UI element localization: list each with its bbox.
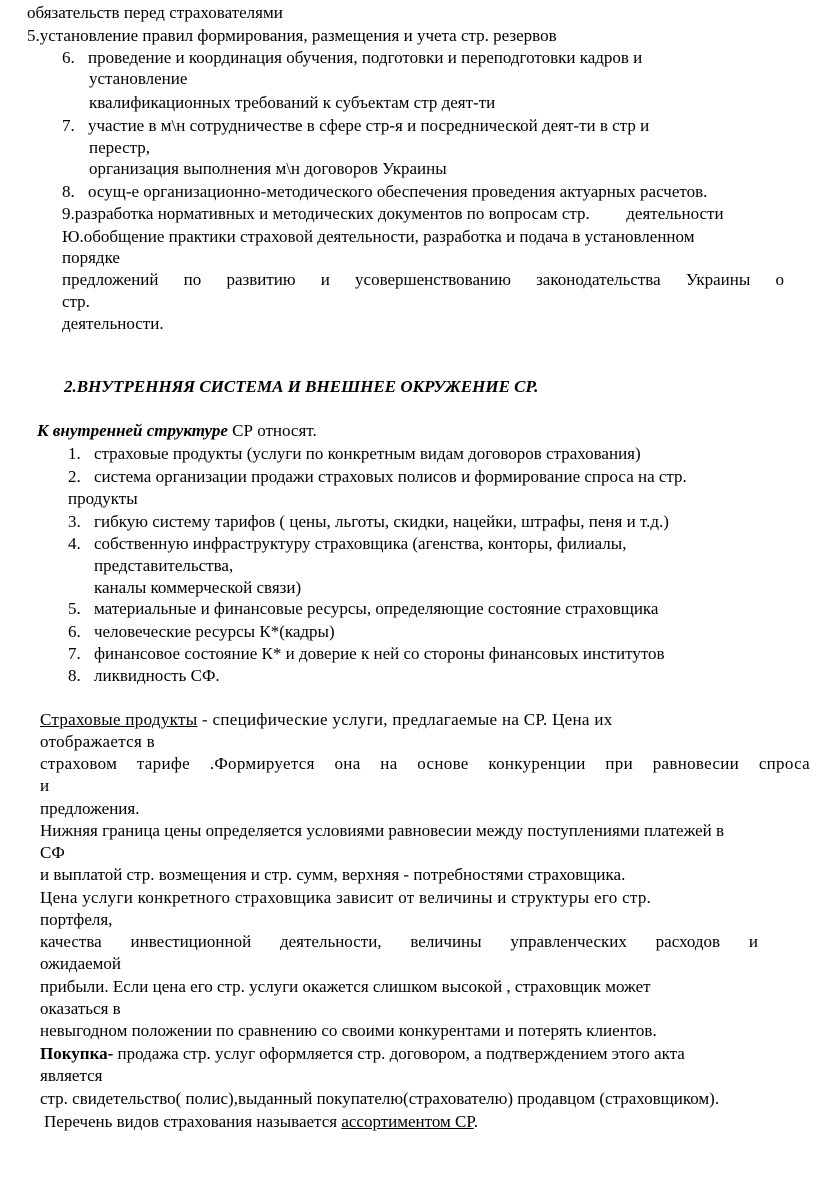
list-item: [68, 511, 669, 533]
list-item-cont: представительства,: [94, 556, 234, 575]
intro-item-6-cont: установление: [89, 69, 188, 88]
list-item: [68, 665, 220, 687]
item-number: 8.: [62, 182, 75, 201]
para-2-line-1: Нижняя граница цены определяется условиями равновесии между поступлениями платежей в: [40, 821, 725, 840]
para-1-line-5: предложения.: [40, 799, 140, 818]
section-heading: 2.ВНУТРЕННЯЯ СИСТЕМА И ВНЕШНЕЕ ОКРУЖЕНИЕ СР.: [64, 377, 539, 396]
word: качества: [40, 932, 102, 951]
item-number: 7.: [62, 116, 75, 135]
item-number: 8.: [68, 666, 81, 685]
intro-item-6-cont2: квалификационных требований к субъектам стр деят-ти: [89, 93, 496, 112]
item-number: 1.: [68, 444, 81, 463]
para-3-line-6: оказаться в: [40, 999, 121, 1018]
item-number: 4.: [68, 534, 81, 553]
para-end: .: [473, 1112, 478, 1131]
list-item-cont: продукты: [68, 489, 138, 508]
term-underlined: Страховые продукты: [40, 710, 198, 729]
item-number: 5.: [68, 599, 81, 618]
intro-line-1: обязательств перед страхователями: [27, 3, 283, 22]
para-1-line-1: [40, 709, 613, 731]
word: она: [334, 754, 361, 773]
para-4-line-1: [40, 1043, 685, 1065]
item-text: ликвидность СФ.: [94, 666, 220, 685]
item-number: 2.: [68, 467, 81, 486]
intro-item-7-cont: перестр,: [89, 138, 151, 157]
para-3-line-1: Цена услуги конкретного страховщика зависит от величины и структуры его стр.: [40, 888, 652, 907]
lead-rest: СР относят.: [227, 421, 317, 440]
word: законодательства: [536, 270, 661, 289]
word: по: [183, 270, 202, 289]
word: и: [748, 932, 758, 951]
para-2-line-2: СФ: [40, 843, 65, 862]
word: Украины: [685, 270, 751, 289]
list-item: [68, 598, 658, 620]
word: предложений: [62, 270, 159, 289]
intro-item-10: Ю.обобщение практики страховой деятельности, разработка и подача в установленном: [62, 227, 695, 246]
term-bold: Покупка-: [40, 1044, 114, 1063]
word: и: [320, 270, 330, 289]
word: конкуренции: [488, 754, 586, 773]
list-item: [68, 621, 335, 643]
para-4-line-3: стр. свидетельство( полис),выданный покупателю(страхователю) продавцом (страховщиком).: [40, 1089, 720, 1108]
word: о: [775, 270, 784, 289]
intro-item-9: [62, 203, 724, 225]
item-number: 6.: [68, 622, 81, 641]
intro-item-10-cont: порядке: [62, 248, 120, 267]
word: основе: [417, 754, 469, 773]
term-underlined: ассортиментом СР: [341, 1112, 474, 1131]
intro-item-7-cont2: организация выполнения м\н договоров Украины: [89, 159, 447, 178]
word: равновесии: [652, 754, 740, 773]
word: при: [605, 754, 633, 773]
para-3-line-7: невыгодном положении по сравнению со своими конкурентами и потерять клиентов.: [40, 1021, 657, 1040]
item-text: проведение и координация обучения, подготовки и переподготовки кадров и: [88, 48, 643, 67]
para-2-line-3: и выплатой стр. возмещения и стр. сумм, верхняя - потребностями страховщика.: [40, 865, 626, 884]
intro-item-10-justified: [62, 269, 784, 291]
list-item-cont2: каналы коммерческой связи): [94, 578, 302, 597]
list-item: [68, 443, 641, 465]
word: инвестиционной: [130, 932, 252, 951]
item-text: материальные и финансовые ресурсы, определяющие состояние страховщика: [94, 599, 659, 618]
section-lead: [37, 420, 317, 442]
word: спроса: [758, 754, 810, 773]
item-text: финансовое состояние К* и доверие к ней со стороны финансовых институтов: [94, 644, 665, 663]
item-number: 3.: [68, 512, 81, 531]
list-item: [68, 643, 665, 665]
intro-item-6: [62, 47, 642, 69]
para-4-line-2: является: [40, 1066, 103, 1085]
para-1-justified: [40, 753, 810, 775]
para-text: продажа стр. услуг оформляется стр. договором, а подтверждением этого акта: [113, 1044, 685, 1063]
word: усовершенствованию: [355, 270, 511, 289]
item-number: 7.: [68, 644, 81, 663]
word: развитию: [226, 270, 296, 289]
intro-item-10-cont3: деятельности.: [62, 314, 164, 333]
word: величины: [410, 932, 482, 951]
item-text-end: деятельности: [626, 204, 724, 223]
para-5-line-1: [44, 1111, 478, 1133]
lead-bold: К внутренней структуре: [37, 421, 228, 440]
list-item: [68, 533, 626, 555]
intro-item-10-cont2: стр.: [62, 292, 90, 311]
word: .Формируется: [209, 754, 315, 773]
word: расходов: [655, 932, 721, 951]
para-1-line-4: и: [40, 776, 50, 795]
item-text: страховые продукты (услуги по конкретным видам договоров страхования): [94, 444, 641, 463]
item-text: участие в м\н сотрудничестве в сфере стр-я и посреднической деят-ти в стр и: [88, 116, 650, 135]
para-3-line-2: портфеля,: [40, 910, 113, 929]
word: на: [380, 754, 398, 773]
word: деятельности,: [279, 932, 382, 951]
item-text: 9.разработка нормативных и методических документов по вопросам стр.: [62, 204, 590, 223]
item-text: гибкую систему тарифов ( цены, льготы, скидки, нацейки, штрафы, пеня и т.д.): [94, 512, 669, 531]
para-3-line-4: ожидаемой: [40, 954, 122, 973]
para-3-justified: [40, 931, 758, 953]
word: страховом: [40, 754, 118, 773]
item-text: человеческие ресурсы К*(кадры): [94, 622, 335, 641]
para-text: - специфические услуги, предлагаемые на СР. Цена их: [197, 710, 613, 729]
para-1-line-2: отображается в: [40, 732, 155, 751]
word: тарифе: [136, 754, 191, 773]
intro-item-5: 5.установление правил формирования, размещения и учета стр. резервов: [27, 26, 557, 45]
item-text: система организации продажи страховых полисов и формирование спроса на стр.: [94, 467, 687, 486]
intro-item-7: [62, 115, 649, 137]
intro-item-8: [62, 181, 707, 203]
list-item: [68, 466, 687, 488]
item-number: 6.: [62, 48, 75, 67]
item-text: собственную инфраструктуру страховщика (агенства, конторы, филиалы,: [94, 534, 627, 553]
para-3-line-5: прибыли. Если цена его стр. услуги окажется слишком высокой , страховщик может: [40, 977, 651, 996]
para-text: Перечень видов страхования называется: [44, 1112, 342, 1131]
item-text: осущ-е организационно-методического обеспечения проведения актуарных расчетов.: [88, 182, 708, 201]
word: управленческих: [510, 932, 627, 951]
